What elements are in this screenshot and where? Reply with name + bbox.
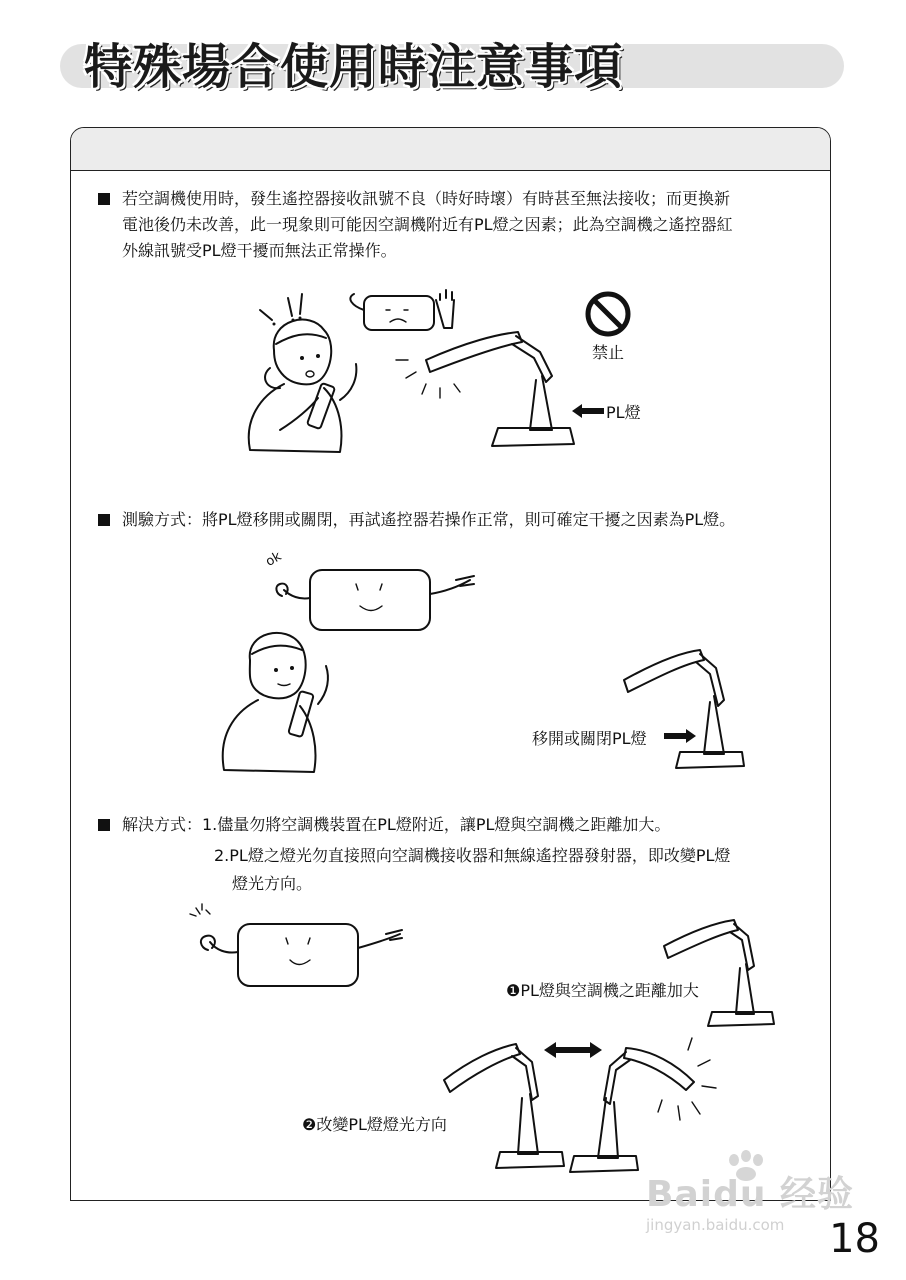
section1-line: 外線訊號受PL燈干擾而無法正常操作。 — [122, 241, 397, 260]
section3-line3: 燈光方向。 — [232, 874, 313, 893]
move-lamp-label: 移開或關閉PL燈 — [532, 729, 647, 748]
ok-label: ok — [263, 549, 285, 570]
section3-line2: 2.PL燈之燈光勿直接照向空調機接收器和無線遙控器發射器，即改變PL燈 — [214, 846, 731, 865]
section2-paragraph: 測驗方式：將PL燈移開或關閉，再試遙控器若操作正常，則可確定干擾之因素為PL燈。 — [122, 510, 736, 529]
watermark-logo: Baidu 经验 — [646, 1174, 855, 1215]
bullet-square — [98, 193, 110, 205]
arrow-left-icon — [572, 404, 604, 418]
prohibit-label: 禁止 — [592, 343, 625, 362]
section3-line1: 解決方式：1.儘量勿將空調機裝置在PL燈附近，讓PL燈與空調機之距離加大。 — [122, 815, 671, 834]
illustration-ac-solution — [186, 898, 416, 998]
illustration-lamp-moved — [620, 640, 740, 770]
section1-line: 電池後仍未改善，此一現象則可能因空調機附近有PL燈之因素；此為空調機之遙控器紅 — [122, 215, 733, 234]
box-header — [71, 128, 830, 171]
arrow-right-icon — [664, 729, 696, 743]
page-number: 18 — [829, 1216, 880, 1262]
illustration-woman-2 — [210, 620, 340, 780]
watermark — [640, 1150, 860, 1250]
caption-distance: ❶PL燈與空調機之距離加大 — [506, 981, 699, 1000]
lamp-label: PL燈 — [606, 403, 641, 422]
watermark-url: jingyan.baidu.com — [646, 1216, 785, 1234]
prohibit-icon — [584, 290, 632, 338]
illustration-lamp-distance — [660, 910, 780, 1030]
section1-line: 若空調機使用時，發生遙控器接收訊號不良（時好時壞）有時甚至無法接收；而更換新 — [122, 189, 731, 208]
section1-paragraph — [122, 186, 822, 264]
bullet-square — [98, 514, 110, 526]
page-title: 特殊場合使用時注意事項 — [84, 39, 624, 95]
caption-direction: ❷改變PL燈燈光方向 — [302, 1115, 447, 1134]
bullet-square — [98, 819, 110, 831]
